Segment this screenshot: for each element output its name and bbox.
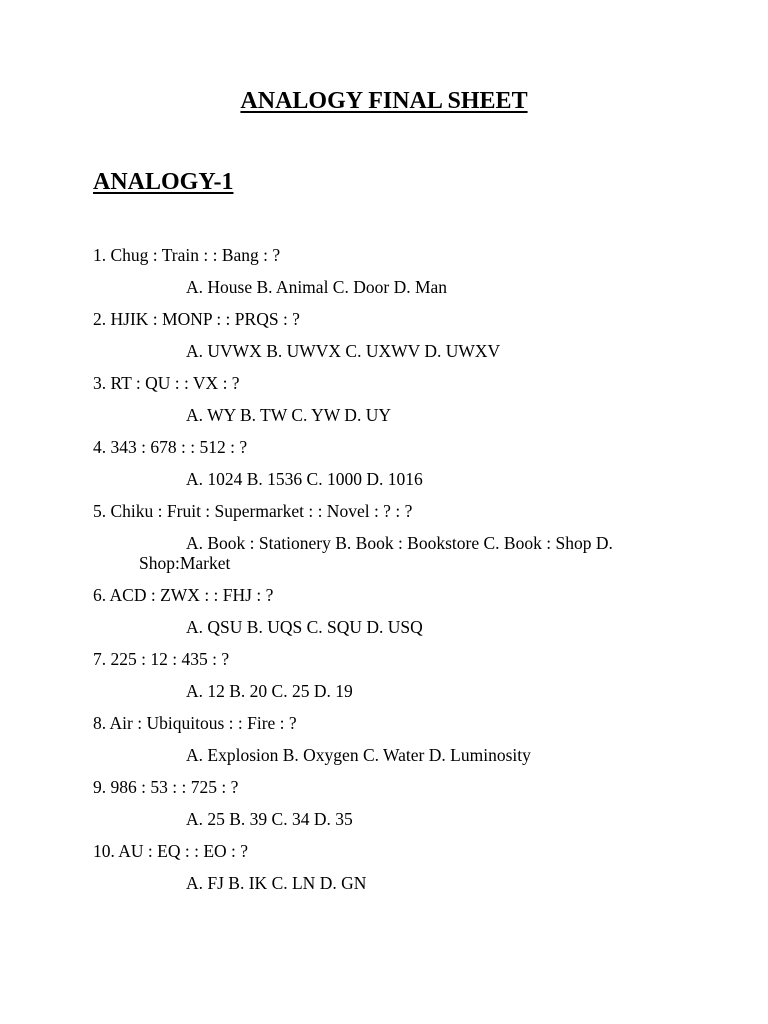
question-options: A. FJ B. IK C. LN D. GN [186,873,367,893]
question-text: 3. RT : QU : : VX : ? [93,373,240,393]
question-text: 6. ACD : ZWX : : FHJ : ? [93,585,274,605]
question-text: 1. Chug : Train : : Bang : ? [93,245,281,265]
question-options: A. 25 B. 39 C. 34 D. 35 [186,809,353,829]
question-item [93,713,653,765]
question-text: 5. Chiku : Fruit : Supermarket : : Novel : ? : ? [93,501,413,521]
question-options: A. 12 B. 20 C. 25 D. 19 [186,681,353,701]
question-item [93,501,653,573]
question-text: 2. HJIK : MONP : : PRQS : ? [93,309,300,329]
question-text: 10. AU : EQ : : EO : ? [93,841,249,861]
question-text: 9. 986 : 53 : : 725 : ? [93,777,239,797]
question-options: A. QSU B. UQS C. SQU D. USQ [186,617,423,637]
question-list [93,245,653,905]
question-item [93,437,653,489]
question-item [93,649,653,701]
question-item [93,309,653,361]
question-text: 8. Air : Ubiquitous : : Fire : ? [93,713,297,733]
question-item [93,373,653,425]
question-text: 7. 225 : 12 : 435 : ? [93,649,230,669]
question-text: 4. 343 : 678 : : 512 : ? [93,437,248,457]
question-item [93,585,653,637]
question-options: A. WY B. TW C. YW D. UY [186,405,391,425]
question-options: A. UVWX B. UWVX C. UXWV D. UWXV [186,341,501,361]
question-item [93,245,653,297]
question-options: A. 1024 B. 1536 C. 1000 D. 1016 [186,469,423,489]
question-options: A. House B. Animal C. Door D. Man [186,277,448,297]
question-options: A. Explosion B. Oxygen C. Water D. Luminosity [186,745,531,765]
document-title: ANALOGY FINAL SHEET [240,88,528,114]
section-heading: ANALOGY-1 [93,169,234,195]
question-item [93,841,653,893]
question-item [93,777,653,829]
question-options: A. Book : Stationery B. Book : Bookstore C. Book : Shop D. Shop:Market [139,533,613,573]
